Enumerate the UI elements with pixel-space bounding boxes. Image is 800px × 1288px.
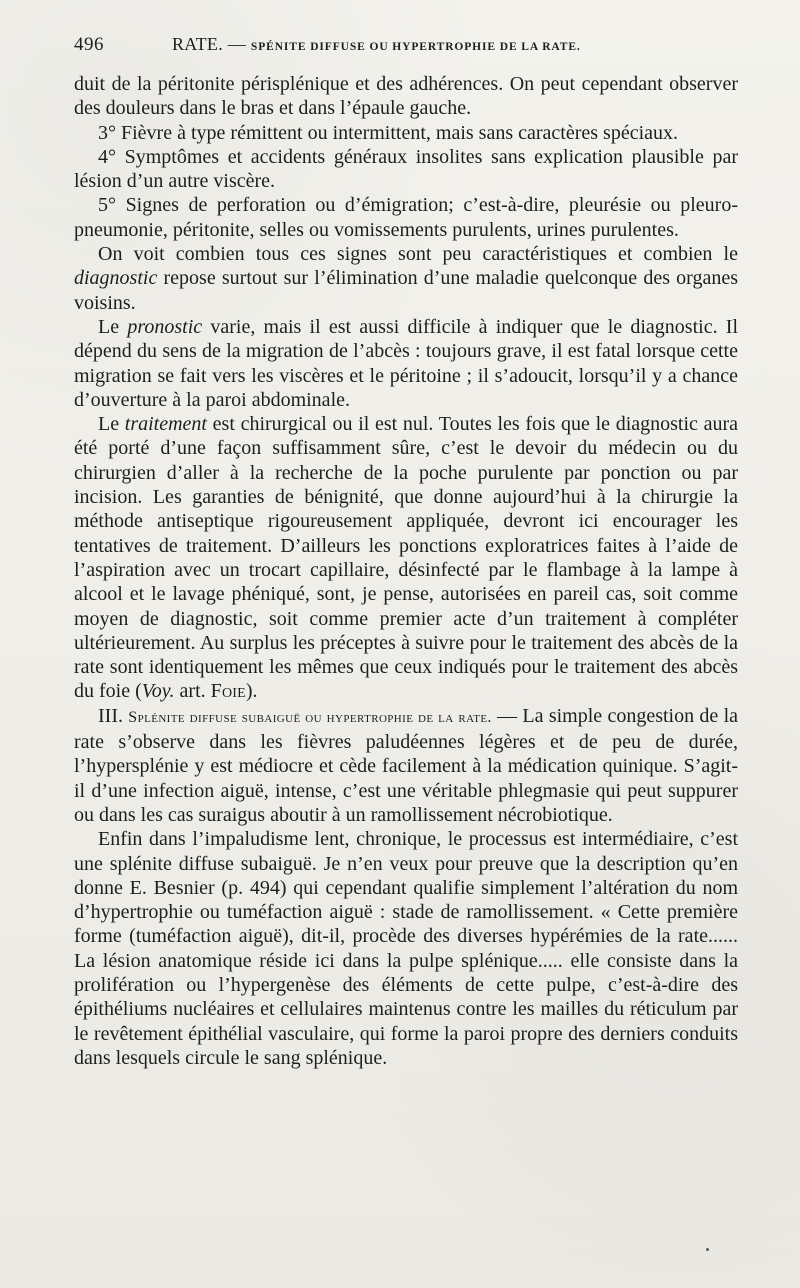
paragraph-6 — [74, 315, 738, 412]
paragraph-7-after-ref: art. — [174, 680, 211, 703]
paragraph-6-before: Le — [98, 315, 128, 338]
running-title-main: RATE. — [172, 34, 223, 54]
paragraph-8 — [74, 704, 738, 827]
paragraph-6-italic: pronostic — [127, 315, 203, 338]
running-title-dash: — — [223, 34, 251, 54]
paragraph-5 — [74, 242, 738, 315]
paragraph-6-after: varie, mais il est aussi difficile à indiquer que le diagnostic. Il dépend du sens de la migration de l’abcès : toujours grave, il est fatal lorsque cette migration se fait vers les viscères et le péritoine ; il s’adoucit, lorsqu’il y a chance d’ouverture à la paroi abdominale. — [74, 315, 738, 411]
ink-dot — [706, 1248, 709, 1251]
running-title — [172, 34, 581, 55]
paragraph-7-end: ). — [245, 680, 258, 703]
paragraph-7-after: est chirurgical ou il est nul. Toutes les fois que le diagnostic aura été porté d’une façon suffisamment sûre, c’est le devoir du médecin ou du chirurgien d’aller à la recherche de la poche purulente par ponction ou par incision. Les garanties de bénignité, que donne aujourd’hui à la chirurgie la méthode antiseptique rigoureusement appliquée, devront ici encourager les tentatives de traitement. D’ailleurs les ponctions exploratrices faites à l’aide de l’aspiration avec un trocart capillaire, désinfecté par le flambage à la lampe à alcool et le lavage phéniqué, sont, je pense, autorisées en pareil cas, soit comme moyen de diagnostic, soit comme premier acte d’un traitement à compléter ultérieurement. Au surplus les préceptes à suivre pour le traitement des abcès de la rate sont identiquement les mêmes que ceux indiqués pour le traitement des abcès du foie ( — [74, 413, 739, 703]
main-text — [74, 72, 738, 1070]
paragraph-7-italic-ref: Voy. — [141, 680, 175, 703]
section-numeral: III. — [98, 704, 129, 727]
paragraph-4: 5° Signes de perforation ou d’émigration; c’est-à-dire, pleurésie ou pleuro-pneumonie, péritonite, selles ou vomissements purulents, urines purulentes. — [74, 194, 738, 241]
page-header — [74, 34, 746, 60]
paragraph-2: 3° Fièvre à type rémittent ou intermittent, mais sans caractères spéciaux. — [98, 121, 679, 144]
paragraph-3: 4° Symptômes et accidents généraux insolites sans explication plausible par lésion d’un autre viscère. — [74, 145, 738, 193]
paragraph-5-before: On voit combien tous ces signes sont peu caractéristiques et combien le — [98, 243, 738, 266]
paragraph-5-italic: diagnostic — [74, 267, 158, 290]
paragraph-8-after: — La simple congestion de la rate s’observe dans les fièvres paludéennes légères et de peu de durée, l’hypersplénie y est médiocre et cède facilement à la médication quinique. S’agit-il d’une infection aiguë, intense, c’est une véritable phlegmasie qui peut suppurer ou dans les cas suraigus aboutir à un ramollissement nécrobiotique. — [74, 704, 738, 826]
paragraph-1: duit de la péritonite périsplénique et des adhérences. On peut cependant observer des douleurs dans le bras et dans l’épaule gauche. — [74, 73, 738, 120]
running-title-rest: SPÉNITE DIFFUSE OU HYPERTROPHIE DE LA RATE. — [250, 41, 581, 53]
paragraph-9: Enfin dans l’impaludisme lent, chronique, le processus est intermédiaire, c’est une splénite diffuse subaiguë. Je n’en veux pour preuve que la description qu’en donne E. Besnier (p. 494) qui cependant qualifie simplement l’altération du nom d’hypertrophie ou tuméfaction aiguë : stade de ramollissement. « Cette première forme (tuméfaction aiguë), dit-il, procède des diverses hypérémies de la rate...... La lésion anatomique réside ici dans la pulpe splénique..... elle consiste dans la prolifération ou l’hypergenèse des éléments de cette pulpe, c’est-à-dire des épithéliums nucléaires et cellulaires maintenus contre les mailles du réticulum par le revêtement épithélial vasculaire, qui forme la paroi propre des derniers conduits dans lesquels circule le sang splénique. — [74, 828, 738, 1069]
paragraph-7-italic: traitement — [124, 413, 207, 436]
section-title: Splénite diffuse subaiguë ou hypertrophie de la rate. — [128, 708, 492, 726]
page-number: 496 — [74, 34, 104, 55]
paragraph-7-before: Le — [98, 413, 125, 436]
paragraph-5-after: repose surtout sur l’élimination d’une maladie quelconque des organes voisins. — [74, 267, 738, 314]
paragraph-7-smallcaps: Foie — [210, 680, 246, 703]
paragraph-7 — [74, 412, 738, 704]
